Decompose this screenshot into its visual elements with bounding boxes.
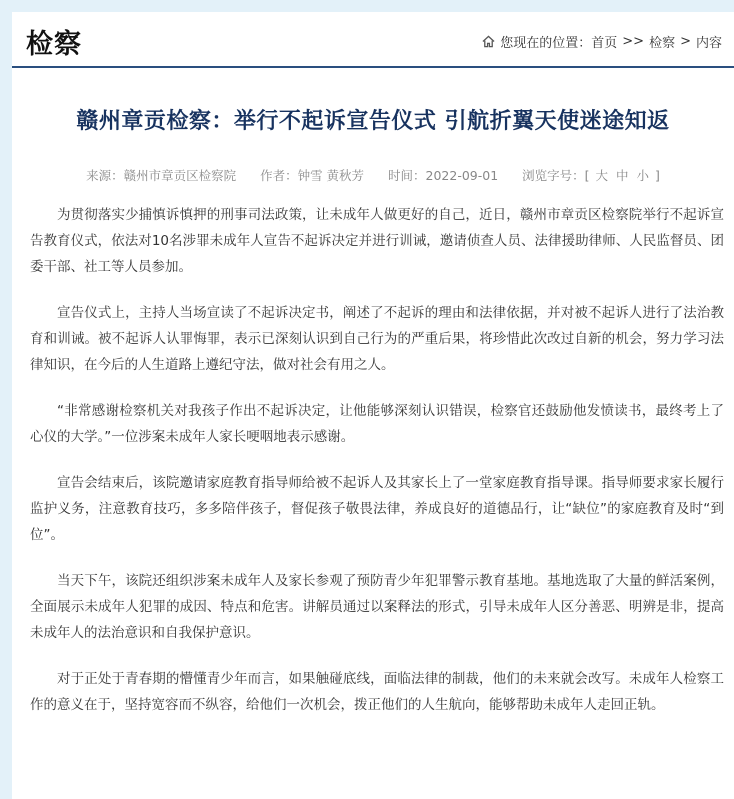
article-paragraph: 宣告会结束后，该院邀请家庭教育指导师给被不起诉人及其家长上了一堂家庭教育指导课。指导师要求家长履行监护义务，注意教育技巧，多多陪伴孩子，督促孩子敬畏法律，养成良好的道德品行，让“缺位”的家庭教育及时“到位”。 xyxy=(30,475,724,543)
page-container xyxy=(12,12,734,799)
article-paragraph: “非常感谢检察机关对我孩子作出不起诉决定，让他能够深刻认识错误，检察官还鼓励他发愤读书，最终考上了心仪的大学。”一位涉案未成年人家长哽咽地表示感谢。 xyxy=(30,403,724,445)
breadcrumb xyxy=(482,32,722,51)
breadcrumb-label: 您现在的位置： xyxy=(500,36,592,51)
article-source: 来源：赣州市章贡区检察院 xyxy=(86,168,237,183)
article-paragraph: 对于正处于青春期的懵懂青少年而言，如果触碰底线，面临法律的制裁，他们的未来就会改写。未成年人检察工作的意义在于，坚持宽容而不纵容，给他们一次机会，拨正他们的人生航向，能够帮助未成年人走回正轨。 xyxy=(30,671,724,713)
breadcrumb-home-link[interactable]: 首页 xyxy=(591,36,618,51)
article-paragraph: 当天下午，该院还组织涉案未成年人及家长参观了预防青少年犯罪警示教育基地。基地选取了大量的鲜活案例，全面展示未成年人犯罪的成因、特点和危害。讲解员通过以案释法的形式，引导未成年人区分善恶、明辨是非，提高未成年人的法治意识和自我保护意识。 xyxy=(30,573,724,641)
article-time: 时间：2022-09-01 xyxy=(388,168,499,183)
section-header xyxy=(12,12,734,68)
article-body xyxy=(12,202,734,718)
article-paragraph: 宣告仪式上，主持人当场宣读了不起诉决定书，阐述了不起诉的理由和法律依据，并对被不起诉人进行了法治教育和训诫。被不起诉人认罪悔罪，表示已深刻认识到自己行为的严重后果，将珍惜此次改过自新的机会，努力学习法律知识，在今后的人生道路上遵纪守法，做对社会有用之人。 xyxy=(30,305,724,373)
font-size-label: 浏览字号：[ xyxy=(522,168,590,183)
breadcrumb-current: 内容 xyxy=(695,36,722,51)
font-size-large-button[interactable]: 大 xyxy=(595,168,609,183)
article-title: 赣州章贡检察：举行不起诉宣告仪式 引航折翼天使迷途知返 xyxy=(76,109,670,134)
home-icon xyxy=(482,35,495,48)
font-size-bracket: ] xyxy=(655,168,660,183)
article-author: 作者：钟雪 黄秋芳 xyxy=(260,168,365,183)
breadcrumb-section-link[interactable]: 检察 xyxy=(649,36,676,51)
breadcrumb-separator: >> xyxy=(622,34,645,49)
font-size-small-button[interactable]: 小 xyxy=(636,168,650,183)
font-size-control xyxy=(522,168,660,183)
section-title: 检察 xyxy=(26,29,82,60)
article-meta xyxy=(12,166,734,184)
article-paragraph: 为贯彻落实少捕慎诉慎押的刑事司法政策，让未成年人做更好的自己，近日，赣州市章贡区检察院举行不起诉宣告教育仪式，依法对10名涉罪未成年人宣告不起诉决定并进行训诫，邀请侦查人员、法律援助律师、人民监督员、团委干部、社工等人员参加。 xyxy=(30,207,724,275)
breadcrumb-separator: > xyxy=(680,34,691,49)
font-size-medium-button[interactable]: 中 xyxy=(616,168,629,183)
